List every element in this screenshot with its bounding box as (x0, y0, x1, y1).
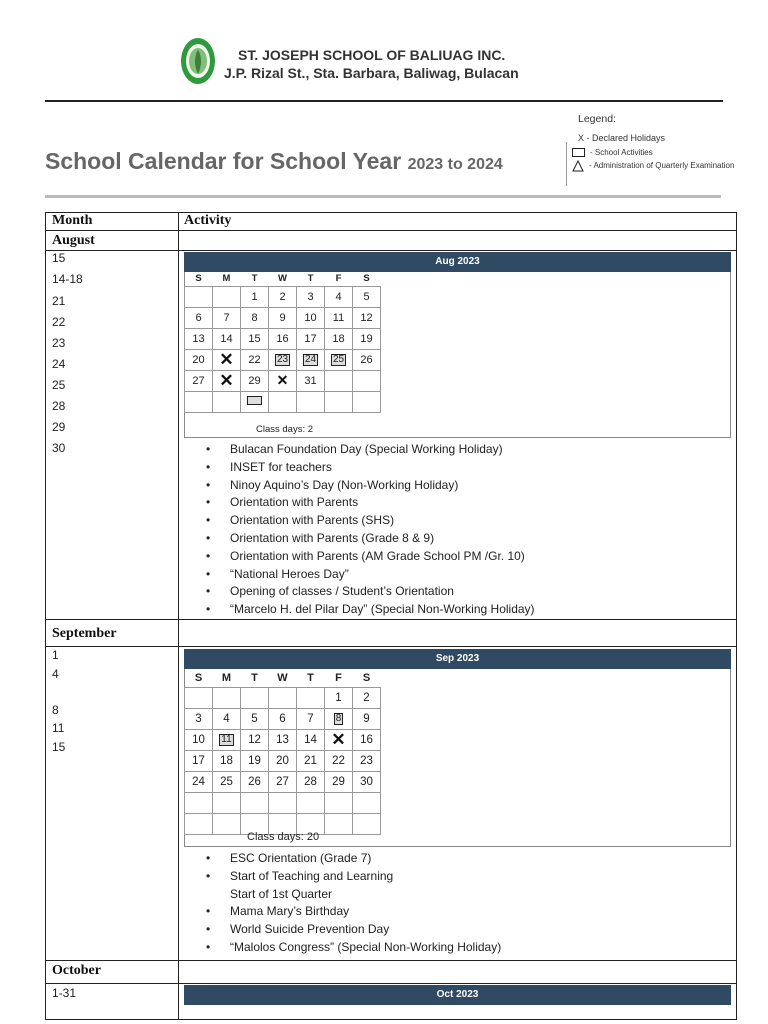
list-item: • Orientation with Parents (206, 494, 535, 512)
date-item: 25 (52, 378, 66, 392)
holiday-x-icon: ✕ (269, 370, 297, 391)
day-cell: 10 (297, 307, 325, 328)
day-cell: 23 (353, 750, 381, 771)
date-item: 24 (52, 357, 66, 371)
aug-calendar-title: Aug 2023 (184, 252, 731, 272)
day-cell: 20 (185, 349, 213, 370)
day-cell: 3 (185, 708, 213, 729)
title-rule (45, 195, 721, 198)
day-cell: 18 (213, 750, 241, 771)
legend-holidays: X - Declared Holidays (578, 133, 666, 143)
weekday: T (307, 273, 314, 285)
day-cell: 7 (297, 708, 325, 729)
date-item: 29 (52, 420, 66, 434)
day-cell: 4 (325, 286, 353, 307)
day-cell: 16 (269, 328, 297, 349)
activity-day-cell: 11 (213, 729, 241, 750)
month-september: September (52, 626, 117, 641)
column-divider (178, 212, 179, 1020)
legend-box-icon (572, 148, 585, 157)
header-rule (45, 100, 723, 102)
day-cell: 28 (297, 771, 325, 792)
day-cell: 5 (241, 708, 269, 729)
oct-calendar-title: Oct 2023 (184, 985, 731, 1005)
day-cell: 20 (269, 750, 297, 771)
legend-title: Legend: (578, 113, 616, 125)
date-item: 8 (52, 703, 59, 717)
day-cell: 2 (353, 687, 381, 708)
weekday: M (221, 671, 232, 684)
activity-day-cell: 25 (325, 349, 353, 370)
legend-activities: - School Activities (572, 148, 653, 157)
list-item: • INSET for teachers (206, 459, 535, 477)
day-cell: 14 (297, 729, 325, 750)
list-item: • World Suicide Prevention Day (206, 921, 501, 939)
list-item-subtext: Start of 1st Quarter (230, 886, 333, 901)
day-cell: 7 (213, 307, 241, 328)
sep-calendar-title: Sep 2023 (184, 649, 731, 669)
list-item: • Mama Mary’s Birthday (206, 903, 501, 921)
weekday: M (222, 273, 231, 285)
day-cell: 25 (213, 771, 241, 792)
list-item: • Orientation with Parents (SHS) (206, 512, 535, 530)
day-cell: 19 (353, 328, 381, 349)
weekday: F (335, 273, 342, 285)
title-years: 2023 to 2024 (407, 156, 503, 173)
legend-triangle-icon (572, 160, 584, 172)
date-item: 23 (52, 336, 66, 350)
date-item: 1 (52, 648, 59, 662)
day-cell: 15 (241, 328, 269, 349)
row-line (45, 983, 737, 984)
day-cell: 16 (353, 729, 381, 750)
date-item: 21 (52, 294, 66, 308)
day-cell: 22 (325, 750, 353, 771)
day-cell: 17 (185, 750, 213, 771)
weekday: W (278, 273, 287, 285)
title-main: School Calendar for School Year (45, 148, 402, 174)
day-cell: 14 (213, 328, 241, 349)
day-cell: 24 (185, 771, 213, 792)
day-cell: 26 (353, 349, 381, 370)
august-activities (206, 441, 535, 619)
weekday: T (251, 671, 258, 684)
aug-class-days: Class days: 2 (256, 424, 314, 435)
day-cell: 19 (241, 750, 269, 771)
september-activities (206, 850, 501, 957)
day-cell: 12 (353, 307, 381, 328)
day-cell: 9 (269, 307, 297, 328)
page-title (45, 148, 503, 175)
weekday: T (251, 273, 258, 285)
day-cell: 3 (297, 286, 325, 307)
day-cell: 12 (241, 729, 269, 750)
day-cell: 30 (353, 771, 381, 792)
day-cell: 11 (325, 307, 353, 328)
day-cell: 5 (353, 286, 381, 307)
day-cell: 29 (325, 771, 353, 792)
date-item: 14-18 (52, 272, 83, 286)
list-item-text: Start of Teaching and Learning (230, 868, 394, 883)
day-cell: 1 (241, 286, 269, 307)
row-line (45, 960, 737, 961)
activity-day-cell: 23 (269, 349, 297, 370)
list-item: • Ninoy Aquino’s Day (Non-Working Holiday) (206, 477, 535, 495)
month-august: August (52, 233, 95, 248)
weekday: F (335, 671, 342, 684)
list-item: • “Marcelo H. del Pilar Day” (Special Non-Working Holiday) (206, 601, 535, 619)
day-cell: 27 (269, 771, 297, 792)
list-item: • “Malolos Congress” (Special Non-Working Holiday) (206, 939, 501, 957)
date-item: 15 (52, 740, 66, 754)
holiday-x-icon: ✕ (325, 729, 353, 750)
school-seal-logo (180, 36, 216, 86)
school-name: ST. JOSEPH SCHOOL OF BALIUAG INC. (238, 47, 506, 63)
day-cell: 18 (325, 328, 353, 349)
holiday-x-icon: ✕ (213, 349, 241, 370)
date-item: 15 (52, 251, 66, 265)
row-line (45, 230, 737, 231)
day-cell: 1 (325, 687, 353, 708)
list-item: • Bulacan Foundation Day (Special Working Holiday) (206, 441, 535, 459)
school-address: J.P. Rizal St., Sta. Barbara, Baliwag, Bulacan (224, 65, 519, 81)
day-cell: 2 (269, 286, 297, 307)
activity-day-cell: 8 (325, 708, 353, 729)
day-cell: 29 (241, 370, 269, 391)
list-item: • Opening of classes / Student’s Orientation (206, 583, 535, 601)
weekday: S (195, 273, 202, 285)
row-line (45, 619, 737, 620)
date-item: 28 (52, 399, 66, 413)
day-cell: 13 (269, 729, 297, 750)
legend-divider (566, 142, 567, 186)
list-item: • “National Heroes Day” (206, 566, 535, 584)
list-item (206, 868, 501, 904)
activity-day-cell: 24 (297, 349, 325, 370)
day-cell: 6 (269, 708, 297, 729)
day-cell: 4 (213, 708, 241, 729)
day-cell: 9 (353, 708, 381, 729)
row-line (45, 250, 737, 251)
weekday: T (307, 671, 314, 684)
legend-exams: - Administration of Quarterly Examination (572, 160, 734, 172)
date-item: 30 (52, 441, 66, 455)
date-item: 22 (52, 315, 66, 329)
sep-class-days: Class days: 20 (247, 831, 320, 843)
weekday: W (277, 671, 288, 684)
holiday-x-icon: ✕ (213, 370, 241, 391)
date-item: 4 (52, 667, 59, 681)
list-item: • ESC Orientation (Grade 7) (206, 850, 501, 868)
day-cell: 8 (241, 307, 269, 328)
day-cell: 6 (185, 307, 213, 328)
weekday: S (363, 273, 370, 285)
list-item: • Orientation with Parents (AM Grade School PM /Gr. 10) (206, 548, 535, 566)
day-cell: 13 (185, 328, 213, 349)
list-item: • Orientation with Parents (Grade 8 & 9) (206, 530, 535, 548)
day-cell: 22 (241, 349, 269, 370)
column-header-activity: Activity (184, 213, 232, 228)
day-cell: 26 (241, 771, 269, 792)
day-cell: 31 (297, 370, 325, 391)
day-cell: 10 (185, 729, 213, 750)
date-item: 1-31 (52, 986, 77, 1000)
month-october: October (52, 963, 101, 978)
day-cell: 21 (297, 750, 325, 771)
date-item: 11 (52, 721, 65, 735)
weekday: S (362, 671, 371, 684)
activity-box-icon (241, 391, 269, 412)
day-cell: 17 (297, 328, 325, 349)
aug-calendar-grid (184, 272, 381, 413)
day-cell: 27 (185, 370, 213, 391)
column-header-month: Month (52, 213, 93, 228)
sep-calendar-grid (184, 669, 381, 835)
row-line (45, 646, 737, 647)
weekday: S (194, 671, 203, 684)
